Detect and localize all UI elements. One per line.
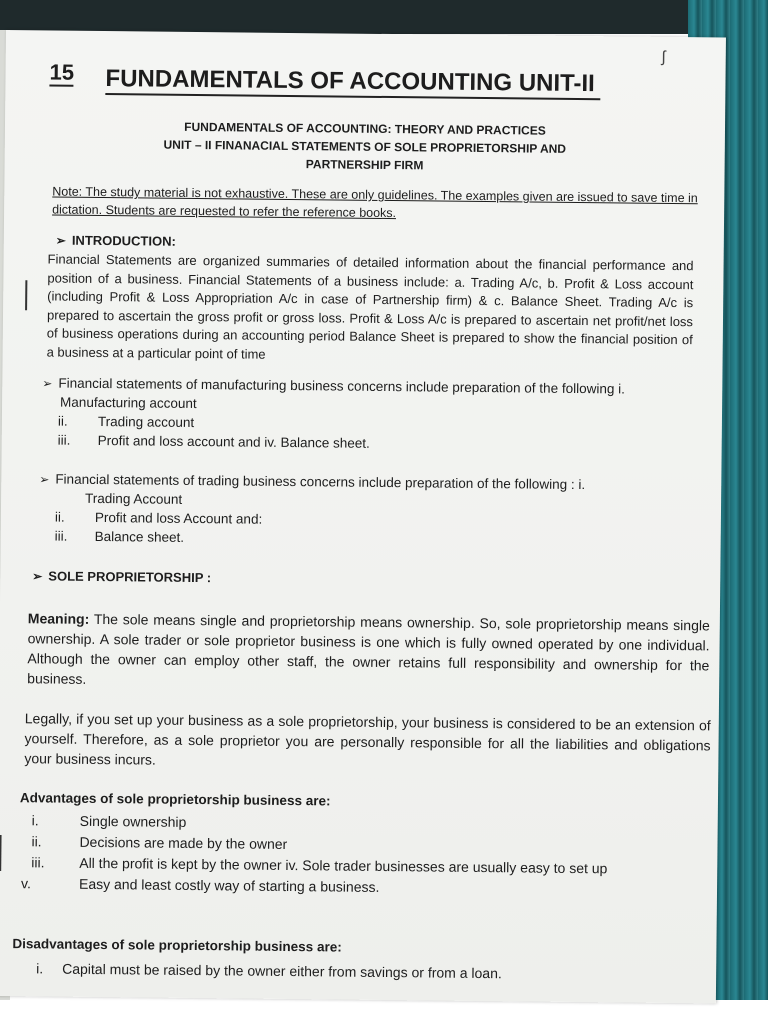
margin-pen-mark: [25, 280, 27, 310]
list-item-text: Profit and loss Account and:: [94, 509, 263, 527]
margin-pen-mark: [0, 835, 2, 871]
list-item-text: All the profit is kept by the owner iv. Sole trader businesses are usually easy to set up: [79, 854, 608, 877]
list-item: [32, 810, 187, 832]
subtitle-line-2: UNIT – II FINANACIAL STATEMENTS OF SOLE PROPRIETORSHIP AND: [163, 137, 567, 156]
study-note: Note: The study material is not exhaustive. These are only guidelines. The examples given are issued to save time in dictation. Students are requested to refer the reference books.: [52, 184, 698, 221]
list-item-text: Trading account: [97, 413, 195, 430]
introduction-paragraph: Financial Statements are organized summaries of detailed information about the financial performance and position of a business. Financial Statements of a business include: a. Trading A/c, b. Profit & Loss account (including Profit & Loss Appropriation A/c in case of Partnership firm) & c. Balance Sheet. Trading A/c is prepared to ascertain the gross profit or gross loss. Profit & Loss A/c is prepared to ascertain net profit/net loss of business operations during an accounting period Balance Sheet is prepared to show the financial position of a business at a particular point of time: [46, 251, 694, 362]
list-item-text: Balance sheet.: [94, 528, 185, 545]
manufacturing-line-2: Manufacturing account: [60, 394, 197, 412]
disadvantages-heading: Disadvantages of sole proprietorship business are:: [12, 936, 342, 955]
meaning-label: Meaning:: [27, 610, 90, 627]
list-item-text: Profit and loss account and iv. Balance sheet.: [97, 432, 370, 451]
introduction-heading: [56, 233, 176, 249]
list-item-number: iii.: [57, 432, 71, 448]
list-item-number: ii.: [31, 833, 42, 850]
sole-proprietorship-heading: [32, 568, 211, 585]
list-item: [58, 413, 194, 432]
list-item-number: ii.: [57, 413, 68, 429]
list-item-text: Single ownership: [79, 812, 187, 830]
arrow-bullet-icon: ➢: [39, 472, 50, 487]
sole-proprietorship-heading-text: SOLE PROPRIETORSHIP :: [48, 568, 212, 586]
subtitle-line-1: FUNDAMENTALS OF ACCOUNTING: THEORY AND PRACTICES: [184, 119, 546, 138]
list-item-number: i.: [31, 812, 39, 829]
list-item-number: v.: [20, 875, 32, 892]
list-item-number: iii.: [54, 528, 68, 544]
page-title: FUNDAMENTALS OF ACCOUNTING UNIT-II: [105, 65, 601, 100]
manufacturing-line-1-text: Financial statements of manufacturing business concerns include preparation of the following i.: [58, 375, 625, 397]
list-item: [31, 831, 287, 854]
list-item: [55, 509, 263, 529]
arrow-bullet-icon: ➢: [42, 376, 53, 391]
advantages-heading: Advantages of sole proprietorship business are:: [19, 790, 331, 809]
trading-line-2: Trading Account: [85, 490, 183, 507]
list-item: [58, 432, 370, 453]
meaning-text: The sole means single and proprietorship means ownership. So, sole proprietorship means single ownership. A sole trader or sole proprietor business is one which is fully owned operated by one individual. Although the owner can employ other staff, the owner retains full responsibility and ownership for the business.: [27, 610, 710, 687]
arrow-bullet-icon: ➢: [55, 233, 66, 248]
legal-paragraph: Legally, if you set up your business as a sole proprietorship, your business is considered to be an extension of yourself. Therefore, as a sole proprietor you are personally responsible for all the liabilities and obligations your business incurs.: [24, 710, 711, 768]
list-item-number: ii.: [54, 509, 65, 525]
list-item-number: iii.: [31, 854, 45, 871]
list-item-text: Decisions are made by the owner: [79, 833, 288, 852]
document-page: [0, 30, 726, 1003]
introduction-heading-text: INTRODUCTION:: [71, 232, 176, 249]
list-item: [21, 873, 380, 897]
list-item-text: Easy and least costly way of starting a business.: [78, 875, 380, 895]
meaning-paragraph: [27, 608, 710, 695]
page-number: 15: [49, 59, 75, 85]
list-item: [36, 958, 502, 983]
pen-mark: ʃ: [661, 48, 666, 66]
list-item-text: Capital must be raised by the owner either from savings or from a loan.: [62, 960, 502, 982]
arrow-bullet-icon: ➢: [32, 569, 43, 584]
list-item: [55, 528, 184, 547]
trading-line-1-text: Financial statements of trading business concerns include preparation of the following : i.: [55, 471, 586, 493]
list-item-number: i.: [36, 960, 44, 977]
subtitle-line-3: PARTNERSHIP FIRM: [305, 157, 424, 173]
photo-background-top: [0, 0, 768, 34]
